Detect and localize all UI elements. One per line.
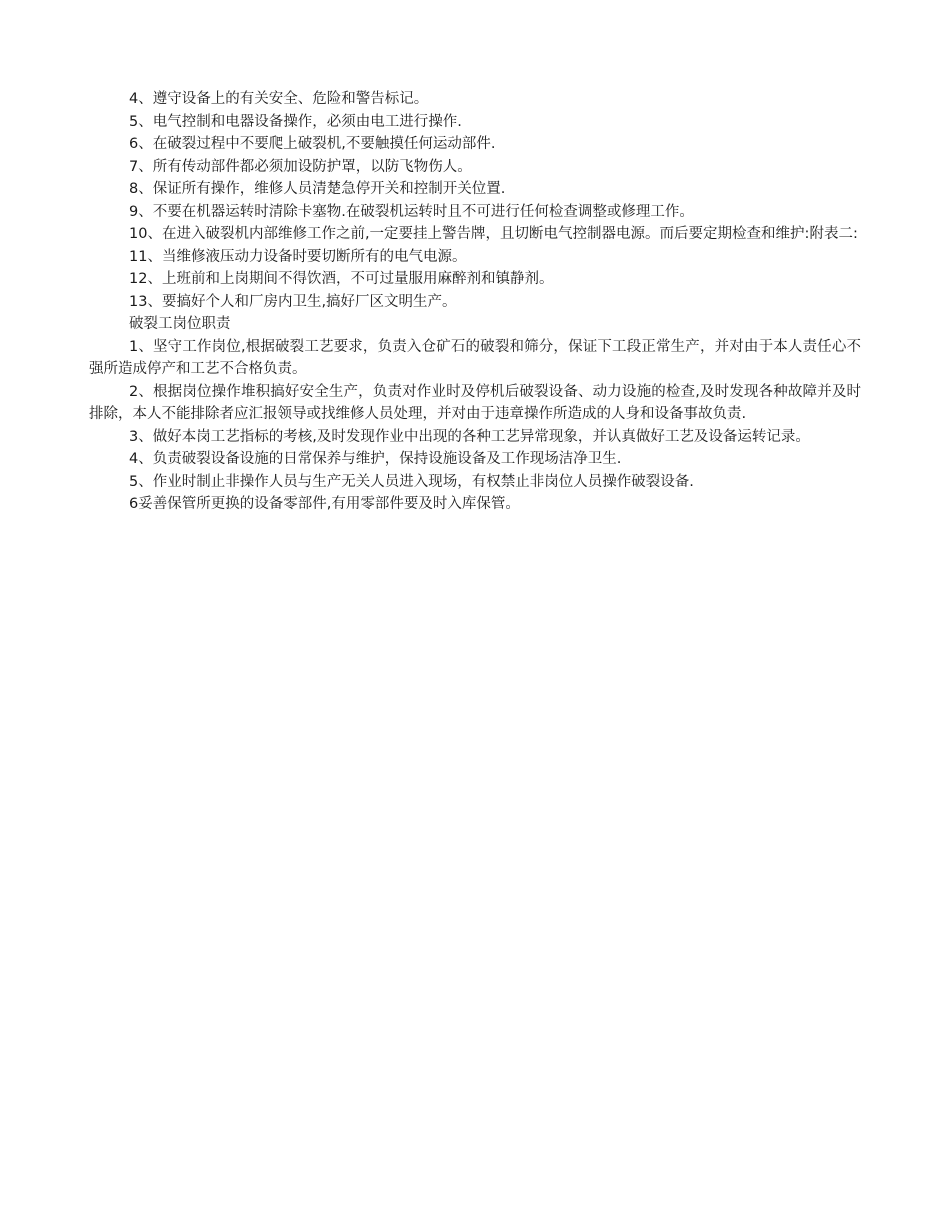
paragraph-safety-item-12: 12、上班前和上岗期间不得饮酒，不可过量服用麻醉剂和镇静剂。 <box>129 271 554 287</box>
paragraph-duty-item-2: 2、根据岗位操作堆积搞好安全生产，负责对作业时及停机后破裂设备、动力设施的检查,及时发现各种故障并及时排除，本人不能排除者应汇报领导或找维修人员处理，并对由于违章操作所造成的人身和设备事故负责. <box>89 383 861 422</box>
paragraph-safety-item-4: 4、遵守设备上的有关安全、危险和警告标记。 <box>129 91 429 107</box>
paragraph-safety-item-5: 5、电气控制和电器设备操作，必须由电工进行操作. <box>129 113 462 130</box>
paragraph-duty-item-4: 4、负责破裂设备设施的日常保养与维护，保持设施设备及工作现场洁净卫生. <box>129 451 622 467</box>
paragraph-safety-item-13: 13、要搞好个人和厂房内卫生,搞好厂区文明生产。 <box>129 293 457 310</box>
paragraph-duty-item-1: 1、坚守工作岗位,根据破裂工艺要求，负责入仓矿石的破裂和筛分，保证下工段正常生产，并对由于本人责任心不强所造成停产和工艺不合格负责。 <box>89 338 861 377</box>
paragraph-safety-item-6: 6、在破裂过程中不要爬上破裂机,不要触摸任何运动部件. <box>129 136 496 152</box>
paragraph-safety-item-11: 11、当维修液压动力设备时要切断所有的电气电源。 <box>129 248 467 265</box>
paragraph-duty-item-5: 5、作业时制止非操作人员与生产无关人员进入现场，有权禁止非岗位人员操作破裂设备. <box>129 473 694 490</box>
document-body <box>89 88 861 516</box>
paragraph-safety-item-9: 9、不要在机器运转时清除卡塞物.在破裂机运转时且不可进行任何检查调整或修理工作。 <box>129 203 694 220</box>
paragraph-safety-item-10: 10、在进入破裂机内部维修工作之前,一定要挂上警告牌，且切断电气控制器电源。而后要定期检查和维护:附表二: <box>129 226 858 242</box>
paragraph-safety-item-8: 8、保证所有操作，维修人员清楚急停开关和控制开关位置. <box>129 181 506 197</box>
section-heading: 破裂工岗位职责 <box>129 316 231 332</box>
paragraph-duty-item-6: 6妥善保管所更换的设备零部件,有用零部件要及时入库保管。 <box>129 496 520 512</box>
paragraph-duty-item-3: 3、做好本岗工艺指标的考核,及时发现作业中出现的各种工艺异常现象，并认真做好工艺及设备运转记录。 <box>129 428 810 445</box>
paragraph-safety-item-7: 7、所有传动部件都必须加设防护罩，以防飞物伤人。 <box>129 158 472 175</box>
